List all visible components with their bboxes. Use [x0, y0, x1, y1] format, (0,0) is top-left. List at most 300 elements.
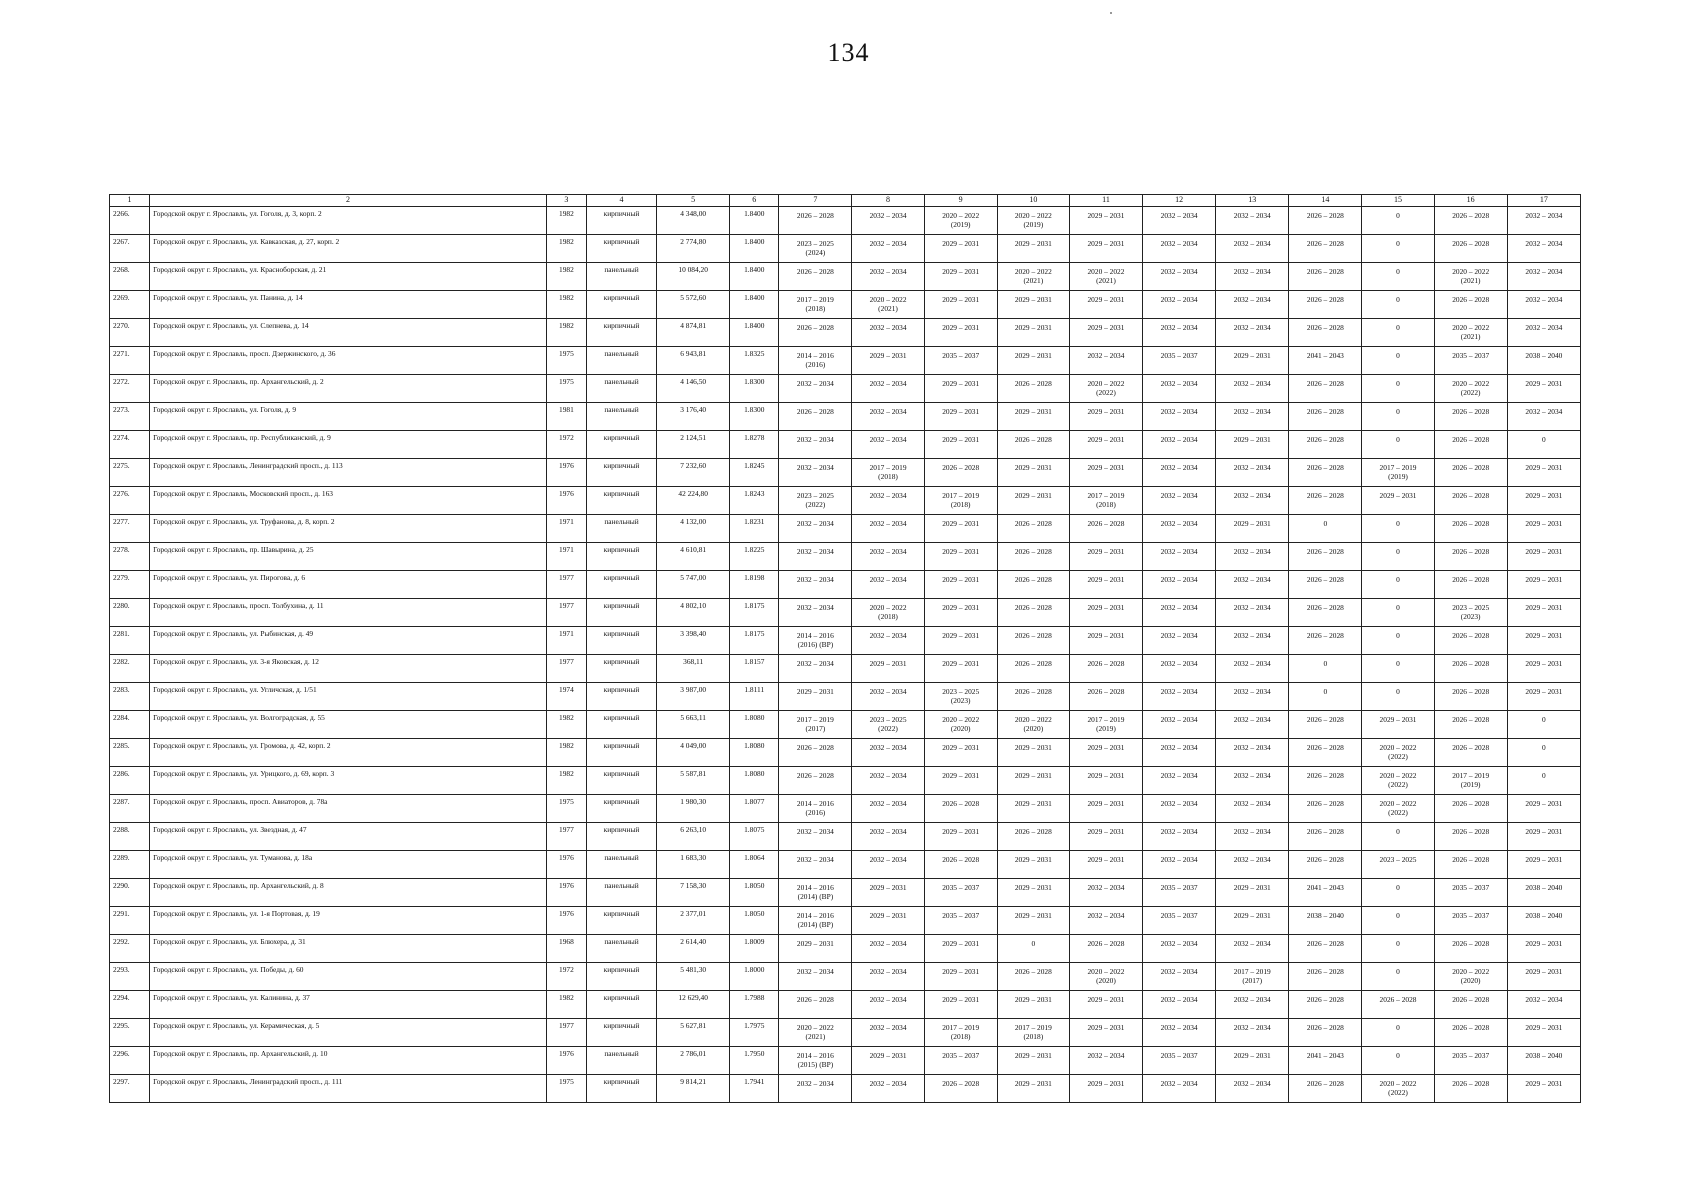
table-cell-col-16	[1434, 879, 1507, 907]
table-cell-col-6	[730, 1075, 779, 1103]
table-cell-col-4	[586, 291, 656, 319]
table-cell-col-16	[1434, 627, 1507, 655]
table-cell-col-8	[852, 1075, 924, 1103]
table-cell-col-12	[1143, 599, 1216, 627]
table-cell-col-2	[150, 235, 547, 263]
cell-text: 2035 – 2037	[1160, 883, 1198, 892]
cell-text: 2267.	[113, 237, 130, 246]
cell-text: 2029 – 2031	[1087, 1023, 1125, 1032]
table-cell-col-6	[730, 207, 779, 235]
column-header-13: 13	[1216, 195, 1289, 207]
table-cell-col-4	[586, 1019, 656, 1047]
table-cell-col-3	[546, 235, 586, 263]
table-cell-col-17	[1507, 431, 1580, 459]
cell-text: 2032 – 2034	[1233, 687, 1271, 696]
table-cell-col-14	[1289, 375, 1362, 403]
cell-text: (2016) (ВР)	[797, 640, 834, 649]
cell-text: 2035 – 2037	[1160, 351, 1198, 360]
table-cell-col-8	[852, 739, 924, 767]
table-cell-col-12	[1143, 1075, 1216, 1103]
table-cell-col-5	[657, 907, 730, 935]
cell-text: 2026 – 2028	[1306, 771, 1344, 780]
table-cell-col-2	[150, 823, 547, 851]
cell-text: 2026 – 2028	[1452, 295, 1490, 304]
cell-text: 2026 – 2028	[796, 771, 834, 780]
table-cell-col-12	[1143, 655, 1216, 683]
cell-text: 0	[1396, 323, 1400, 332]
table-cell-col-2	[150, 263, 547, 291]
cell-text: 2026 – 2028	[1087, 687, 1125, 696]
cell-text: 1.8175	[744, 629, 765, 638]
cell-text: 2029 – 2031	[1014, 771, 1052, 780]
table-row	[110, 319, 1581, 347]
table-cell-col-2	[150, 347, 547, 375]
table-cell-col-8	[852, 459, 924, 487]
table-cell-col-17	[1507, 767, 1580, 795]
cell-text: 2029 – 2031	[1087, 547, 1125, 556]
table-cell-col-1	[110, 599, 150, 627]
cell-text: (2019)	[1096, 724, 1116, 733]
table-cell-col-15	[1362, 515, 1434, 543]
cell-text: (2018)	[878, 612, 898, 621]
table-cell-col-4	[586, 795, 656, 823]
cell-text: 2032 – 2034	[1160, 435, 1198, 444]
cell-text: кирпичный	[603, 489, 640, 498]
table-cell-col-10	[997, 963, 1069, 991]
cell-text: Городской округ г. Ярославль, пр. Архангельский, д. 8	[153, 881, 324, 890]
cell-text: (2021)	[1096, 276, 1116, 285]
table-cell-col-16	[1434, 571, 1507, 599]
cell-text: 2014 – 2016	[796, 799, 834, 808]
cell-text: 2029 – 2031	[942, 379, 980, 388]
table-cell-col-15	[1362, 291, 1434, 319]
table-row	[110, 683, 1581, 711]
table-cell-col-4	[586, 263, 656, 291]
cell-text: 2026 – 2028	[1014, 519, 1052, 528]
cell-text: (2020)	[950, 724, 971, 733]
cell-text: 0	[1031, 939, 1036, 948]
table-cell-col-11	[1069, 823, 1142, 851]
table-cell-col-8	[852, 991, 924, 1019]
cell-text: Городской округ г. Ярославль, ул. Победы, д. 60	[153, 965, 304, 974]
cell-text: 2026 – 2028	[796, 995, 834, 1004]
table-cell-col-2	[150, 711, 547, 739]
table-cell-col-13	[1216, 795, 1289, 823]
cell-text: 2020 – 2022	[1087, 967, 1125, 976]
table-cell-col-13	[1216, 1075, 1289, 1103]
cell-text: Городской округ г. Ярославль, ул. Слепнева, д. 14	[153, 321, 309, 330]
table-cell-col-17	[1507, 207, 1580, 235]
table-cell-col-9	[924, 515, 997, 543]
table-cell-col-13	[1216, 739, 1289, 767]
cell-text: 2026 – 2028	[1306, 547, 1344, 556]
table-cell-col-12	[1143, 767, 1216, 795]
cell-text: 0	[1396, 407, 1400, 416]
table-cell-col-1	[110, 991, 150, 1019]
cell-text: 2032 – 2034	[1233, 463, 1271, 472]
cell-text: панельный	[604, 517, 639, 526]
cell-text: 3 987,00	[680, 685, 707, 694]
cell-text: 2017 – 2019	[1014, 1023, 1052, 1032]
cell-text: 2032 – 2034	[796, 575, 834, 584]
cell-text: 2032 – 2034	[1160, 659, 1198, 668]
table-cell-col-3	[546, 487, 586, 515]
table-cell-col-4	[586, 1047, 656, 1075]
cell-text: 2029 – 2031	[1379, 491, 1417, 500]
table-cell-col-16	[1434, 515, 1507, 543]
cell-text: 2035 – 2037	[1160, 911, 1198, 920]
table-cell-col-15	[1362, 431, 1434, 459]
table-cell-col-17	[1507, 963, 1580, 991]
cell-text: 2029 – 2031	[869, 659, 907, 668]
table-cell-col-3	[546, 543, 586, 571]
table-cell-col-15	[1362, 935, 1434, 963]
cell-text: 2032 – 2034	[869, 855, 907, 864]
table-cell-col-1	[110, 375, 150, 403]
cell-text: 2032 – 2034	[1087, 351, 1125, 360]
table-cell-col-11	[1069, 347, 1142, 375]
cell-text: 2026 – 2028	[1306, 239, 1344, 248]
table-cell-col-15	[1362, 1019, 1434, 1047]
cell-text: 2017 – 2019	[1233, 967, 1271, 976]
cell-text: 1976	[559, 853, 574, 862]
table-cell-col-13	[1216, 655, 1289, 683]
cell-text: Городской округ г. Ярославль, ул. Блюхера, д. 31	[153, 937, 306, 946]
table-cell-col-16	[1434, 543, 1507, 571]
table-cell-col-13	[1216, 459, 1289, 487]
cell-text: 2032 – 2034	[1233, 575, 1271, 584]
cell-text: Городской округ г. Ярославль, пр. Архангельский, д. 2	[153, 377, 324, 386]
cell-text: 2017 – 2019	[796, 295, 834, 304]
cell-text: 2029 – 2031	[1525, 939, 1563, 948]
cell-text: 2032 – 2034	[796, 855, 834, 864]
cell-text: 2029 – 2031	[869, 883, 907, 892]
table-cell-col-14	[1289, 431, 1362, 459]
table-cell-col-8	[852, 291, 924, 319]
table-cell-col-6	[730, 907, 779, 935]
table-cell-col-8	[852, 935, 924, 963]
table-cell-col-12	[1143, 683, 1216, 711]
table-row	[110, 1019, 1581, 1047]
cell-text: 2294.	[113, 993, 130, 1002]
cell-text: 2032 – 2034	[869, 323, 907, 332]
table-cell-col-16	[1434, 935, 1507, 963]
cell-text: панельный	[604, 265, 639, 274]
cell-text: 2017 – 2019	[869, 463, 907, 472]
cell-text: 2032 – 2034	[796, 659, 834, 668]
cell-text: 2026 – 2028	[1306, 631, 1344, 640]
cell-text: 2026 – 2028	[942, 1079, 980, 1088]
column-header-7: 7	[779, 195, 852, 207]
table-cell-col-10	[997, 991, 1069, 1019]
table-row	[110, 459, 1581, 487]
cell-text: 2029 – 2031	[1233, 1051, 1271, 1060]
cell-text: 2035 – 2037	[942, 883, 980, 892]
cell-text: 2029 – 2031	[1014, 855, 1052, 864]
table-cell-col-5	[657, 655, 730, 683]
table-cell-col-7	[779, 487, 852, 515]
cell-text: 2026 – 2028	[1014, 379, 1052, 388]
table-cell-col-11	[1069, 1047, 1142, 1075]
cell-text: 2296.	[113, 1049, 130, 1058]
table-cell-col-1	[110, 823, 150, 851]
cell-text: 2035 – 2037	[942, 351, 980, 360]
table-cell-col-17	[1507, 375, 1580, 403]
cell-text: 2297.	[113, 1077, 130, 1086]
table-cell-col-14	[1289, 599, 1362, 627]
cell-text: 2026 – 2028	[1306, 491, 1344, 500]
cell-text: 2032 – 2034	[1233, 855, 1271, 864]
cell-text: 2029 – 2031	[1379, 715, 1417, 724]
table-cell-col-8	[852, 235, 924, 263]
table-cell-col-8	[852, 487, 924, 515]
cell-text: 2278.	[113, 545, 130, 554]
table-cell-col-12	[1143, 991, 1216, 1019]
cell-text: 1982	[559, 769, 574, 778]
cell-text: 2017 – 2019	[1379, 463, 1417, 472]
cell-text: 2035 – 2037	[1452, 883, 1490, 892]
cell-text: 2026 – 2028	[1452, 827, 1490, 836]
table-cell-col-16	[1434, 851, 1507, 879]
cell-text: 2026 – 2028	[1306, 743, 1344, 752]
table-cell-col-11	[1069, 851, 1142, 879]
table-cell-col-6	[730, 739, 779, 767]
table-cell-col-16	[1434, 795, 1507, 823]
cell-text: 2032 – 2034	[1160, 967, 1198, 976]
table-cell-col-7	[779, 263, 852, 291]
cell-text: 2020 – 2022	[1452, 967, 1490, 976]
cell-text: 0	[1323, 519, 1328, 528]
cell-text: кирпичный	[603, 909, 640, 918]
table-cell-col-8	[852, 823, 924, 851]
table-cell-col-15	[1362, 907, 1434, 935]
housing-schedule-table	[109, 194, 1581, 1103]
cell-text: 2032 – 2034	[869, 687, 907, 696]
cell-text: 2026 – 2028	[1379, 995, 1417, 1004]
cell-text: 2026 – 2028	[1306, 995, 1344, 1004]
cell-text: 1.8400	[744, 293, 765, 302]
table-cell-col-7	[779, 207, 852, 235]
cell-text: 2289.	[113, 853, 130, 862]
table-cell-col-8	[852, 963, 924, 991]
cell-text: 2032 – 2034	[1525, 211, 1563, 220]
table-cell-col-9	[924, 291, 997, 319]
table-cell-col-12	[1143, 963, 1216, 991]
cell-text: кирпичный	[603, 1021, 640, 1030]
cell-text: панельный	[604, 349, 639, 358]
table-cell-col-15	[1362, 571, 1434, 599]
cell-text: 1.8077	[744, 797, 765, 806]
table-cell-col-3	[546, 963, 586, 991]
cell-text: 2032 – 2034	[1160, 547, 1198, 556]
cell-text: кирпичный	[603, 1077, 640, 1086]
cell-text: 2032 – 2034	[796, 547, 834, 556]
cell-text: 2026 – 2028	[1452, 743, 1490, 752]
table-cell-col-13	[1216, 991, 1289, 1019]
table-cell-col-10	[997, 487, 1069, 515]
cell-text: 2029 – 2031	[1525, 603, 1563, 612]
table-cell-col-11	[1069, 487, 1142, 515]
cell-text: 2032 – 2034	[796, 603, 834, 612]
cell-text: 2035 – 2037	[942, 911, 980, 920]
cell-text: 2026 – 2028	[1452, 519, 1490, 528]
cell-text: 1.8245	[744, 461, 765, 470]
table-cell-col-7	[779, 403, 852, 431]
cell-text: кирпичный	[603, 461, 640, 470]
cell-text: (2022)	[1388, 1088, 1408, 1097]
cell-text: 0	[1396, 239, 1400, 248]
cell-text: 2029 – 2031	[1087, 575, 1125, 584]
cell-text: 2026 – 2028	[796, 743, 834, 752]
table-cell-col-6	[730, 851, 779, 879]
table-cell-col-14	[1289, 739, 1362, 767]
table-cell-col-15	[1362, 487, 1434, 515]
table-cell-col-17	[1507, 907, 1580, 935]
table-cell-col-12	[1143, 571, 1216, 599]
table-cell-col-6	[730, 431, 779, 459]
cell-text: 2029 – 2031	[1087, 435, 1125, 444]
table-cell-col-4	[586, 207, 656, 235]
cell-text: 2032 – 2034	[869, 435, 907, 444]
cell-text: 4 049,00	[680, 741, 707, 750]
cell-text: 0	[1323, 659, 1328, 668]
table-cell-col-5	[657, 627, 730, 655]
cell-text: 2032 – 2034	[1160, 1023, 1198, 1032]
column-header-14: 14	[1289, 195, 1362, 207]
cell-text: 2026 – 2028	[1452, 687, 1490, 696]
cell-text: 0	[1396, 547, 1400, 556]
cell-text: 0	[1396, 603, 1400, 612]
table-row	[110, 263, 1581, 291]
cell-text: 2032 – 2034	[1087, 1051, 1125, 1060]
table-row	[110, 375, 1581, 403]
table-cell-col-11	[1069, 431, 1142, 459]
cell-text: кирпичный	[603, 629, 640, 638]
cell-text: 2029 – 2031	[1087, 827, 1125, 836]
table-cell-col-6	[730, 1047, 779, 1075]
table-cell-col-11	[1069, 683, 1142, 711]
cell-text: 2029 – 2031	[942, 939, 980, 948]
table-cell-col-6	[730, 543, 779, 571]
table-cell-col-8	[852, 711, 924, 739]
table-cell-col-7	[779, 851, 852, 879]
cell-text: 2032 – 2034	[1233, 407, 1271, 416]
table-cell-col-12	[1143, 823, 1216, 851]
table-row	[110, 767, 1581, 795]
cell-text: 2032 – 2034	[1525, 239, 1563, 248]
table-cell-col-2	[150, 683, 547, 711]
cell-text: 2020 – 2022	[1452, 379, 1490, 388]
cell-text: 2032 – 2034	[1160, 939, 1198, 948]
table-cell-col-7	[779, 459, 852, 487]
cell-text: 1 683,30	[680, 853, 707, 862]
cell-text: 2032 – 2034	[869, 491, 907, 500]
cell-text: 2026 – 2028	[1452, 939, 1490, 948]
column-header-6: 6	[730, 195, 779, 207]
cell-text: 2029 – 2031	[1525, 379, 1563, 388]
table-cell-col-11	[1069, 991, 1142, 1019]
cell-text: 2026 – 2028	[1014, 547, 1052, 556]
table-cell-col-16	[1434, 291, 1507, 319]
cell-text: 2023 – 2025	[869, 715, 907, 724]
cell-text: 2026 – 2028	[1452, 575, 1490, 584]
table-cell-col-10	[997, 599, 1069, 627]
cell-text: 2032 – 2034	[1160, 995, 1198, 1004]
table-cell-col-11	[1069, 627, 1142, 655]
table-cell-col-15	[1362, 1047, 1434, 1075]
cell-text: 2032 – 2034	[1233, 211, 1271, 220]
table-cell-col-16	[1434, 235, 1507, 263]
table-cell-col-4	[586, 935, 656, 963]
cell-text: 2032 – 2034	[796, 379, 834, 388]
cell-text: 1.8243	[744, 489, 765, 498]
table-cell-col-14	[1289, 767, 1362, 795]
cell-text: 2026 – 2028	[1452, 491, 1490, 500]
table-cell-col-9	[924, 851, 997, 879]
cell-text: кирпичный	[603, 433, 640, 442]
cell-text: 2029 – 2031	[1525, 659, 1563, 668]
cell-text: 2026 – 2028	[942, 463, 980, 472]
cell-text: 2032 – 2034	[1233, 1023, 1271, 1032]
cell-text: 2032 – 2034	[1160, 211, 1198, 220]
table-cell-col-7	[779, 767, 852, 795]
cell-text: панельный	[604, 377, 639, 386]
table-cell-col-2	[150, 291, 547, 319]
cell-text: (2018)	[878, 472, 898, 481]
cell-text: 2029 – 2031	[1233, 351, 1271, 360]
table-cell-col-8	[852, 879, 924, 907]
column-header-11: 11	[1069, 195, 1142, 207]
cell-text: (2018)	[1096, 500, 1116, 509]
table-cell-col-11	[1069, 543, 1142, 571]
table-cell-col-13	[1216, 823, 1289, 851]
table-cell-col-3	[546, 515, 586, 543]
cell-text: 2026 – 2028	[1087, 659, 1125, 668]
cell-text: 2029 – 2031	[942, 967, 980, 976]
cell-text: кирпичный	[603, 209, 640, 218]
table-cell-col-15	[1362, 319, 1434, 347]
table-cell-col-16	[1434, 683, 1507, 711]
table-cell-col-13	[1216, 235, 1289, 263]
table-cell-col-7	[779, 683, 852, 711]
table-cell-col-15	[1362, 879, 1434, 907]
cell-text: 2272.	[113, 377, 130, 386]
table-cell-col-12	[1143, 543, 1216, 571]
cell-text: 2032 – 2034	[1160, 855, 1198, 864]
table-cell-col-6	[730, 795, 779, 823]
cell-text: 2029 – 2031	[1087, 1079, 1125, 1088]
cell-text: кирпичный	[603, 825, 640, 834]
table-cell-col-6	[730, 655, 779, 683]
table-cell-col-4	[586, 571, 656, 599]
cell-text: кирпичный	[603, 601, 640, 610]
table-cell-col-11	[1069, 459, 1142, 487]
table-cell-col-3	[546, 879, 586, 907]
table-cell-col-2	[150, 403, 547, 431]
table-cell-col-13	[1216, 599, 1289, 627]
table-cell-col-1	[110, 851, 150, 879]
table-cell-col-7	[779, 431, 852, 459]
table-cell-col-9	[924, 991, 997, 1019]
table-cell-col-16	[1434, 907, 1507, 935]
table-cell-col-9	[924, 627, 997, 655]
column-header-17: 17	[1507, 195, 1580, 207]
cell-text: 0	[1396, 267, 1400, 276]
cell-text: 2029 – 2031	[942, 519, 980, 528]
cell-text: 2290.	[113, 881, 130, 890]
cell-text: 2029 – 2031	[942, 239, 980, 248]
cell-text: (2018)	[950, 500, 971, 509]
